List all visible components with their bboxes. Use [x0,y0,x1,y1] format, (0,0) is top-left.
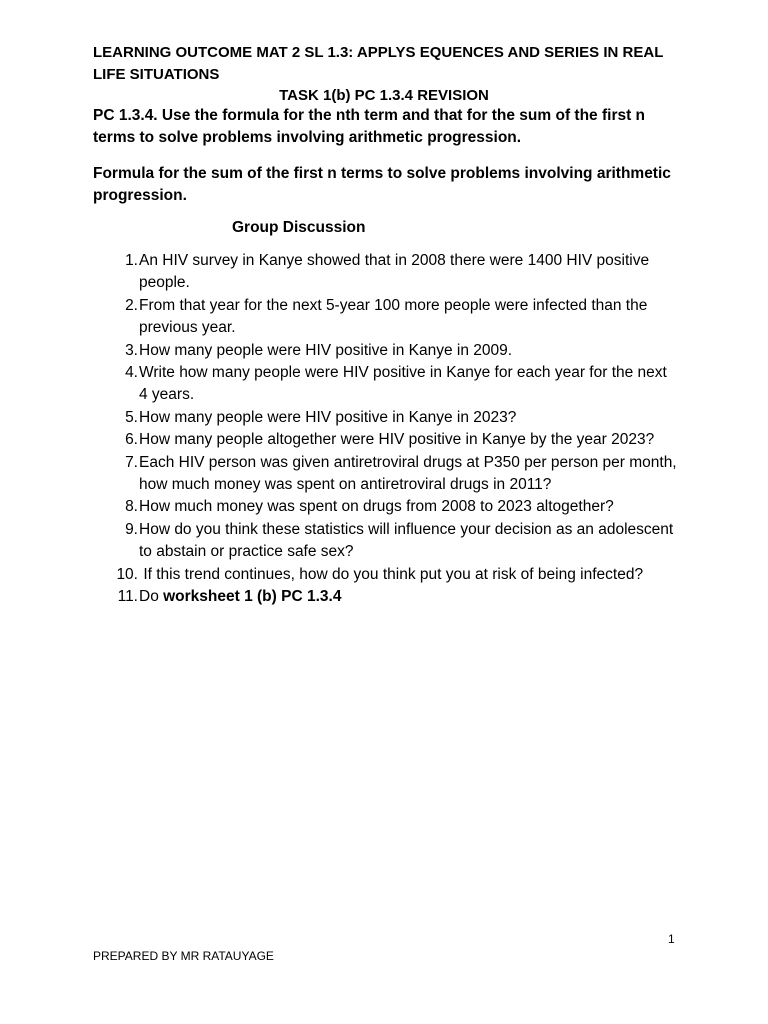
list-item-number: 9. [125,520,138,538]
footer-prepared-by: PREPARED BY MR RATAUYAGE [93,949,274,963]
list-item [108,340,678,362]
question-list [108,250,678,609]
list-item-text: How much money was spent on drugs from 2008 to 2023 altogether? [139,498,614,516]
list-item-text: An HIV survey in Kanye showed that in 2008 there were 1400 HIV positive people. [139,252,650,292]
list-item-text: If this trend continues, how do you think put you at risk of being infected? [139,565,644,583]
list-item-number: 4. [125,364,138,382]
list-item-text [139,586,678,608]
list-item-number: 8. [125,498,138,516]
list-item-number: 3. [125,341,138,359]
list-item-number: 11. [117,588,138,606]
task-title: TASK 1(b) PC 1.3.4 REVISION [279,87,489,104]
learning-outcome-heading: LEARNING OUTCOME MAT 2 SL 1.3: APPLYS EQUENCES AND SERIES IN REAL LIFE SITUATIONS [93,44,664,83]
page-number: 1 [668,932,675,946]
list-item-text: From that year for the next 5-year 100 more people were infected than the previous year. [139,296,648,337]
list-item [108,452,678,497]
list-item-number: 6. [125,431,138,449]
list-item-number: 10. [116,565,138,583]
list-item [108,429,678,451]
list-item [108,362,678,407]
list-item-text: How many people were HIV positive in Kanye in 2009. [139,341,513,359]
list-item-text: Write how many people were HIV positive in Kanye for each year for the next 4 years. [139,364,667,404]
list-item-text: How many people altogether were HIV positive in Kanye by the year 2023? [139,431,655,449]
list-item-number: 5. [125,408,138,426]
list-item [108,295,678,340]
list-item-text: Each HIV person was given antiretroviral drugs at P350 per person per month, how much money was spent on antiretroviral drugs in 2011? [139,453,677,494]
list-item [108,407,678,429]
group-discussion-title: Group Discussion [232,219,366,236]
list-item-number: 7. [125,453,138,471]
list-item [108,496,678,518]
worksheet-reference: worksheet 1 (b) PC 1.3.4 [163,588,342,606]
formula-statement: Formula for the sum of the first n terms to solve problems involving arithmetic progression. [93,165,671,204]
pc-statement: PC 1.3.4. Use the formula for the nth term and that for the sum of the first n terms to solve problems involving arithmetic progression. [93,107,646,146]
list-item-text-prefix: Do [139,588,164,606]
list-item-number: 1. [125,252,138,269]
list-item-text: How do you think these statistics will influence your decision as an adolescent to abstain or practice safe sex? [139,520,674,561]
list-item [108,564,678,586]
list-item-number: 2. [125,296,138,314]
list-item [108,250,678,295]
list-item-text: How many people were HIV positive in Kanye in 2023? [139,408,517,426]
list-item [108,586,678,608]
list-item [108,519,678,564]
